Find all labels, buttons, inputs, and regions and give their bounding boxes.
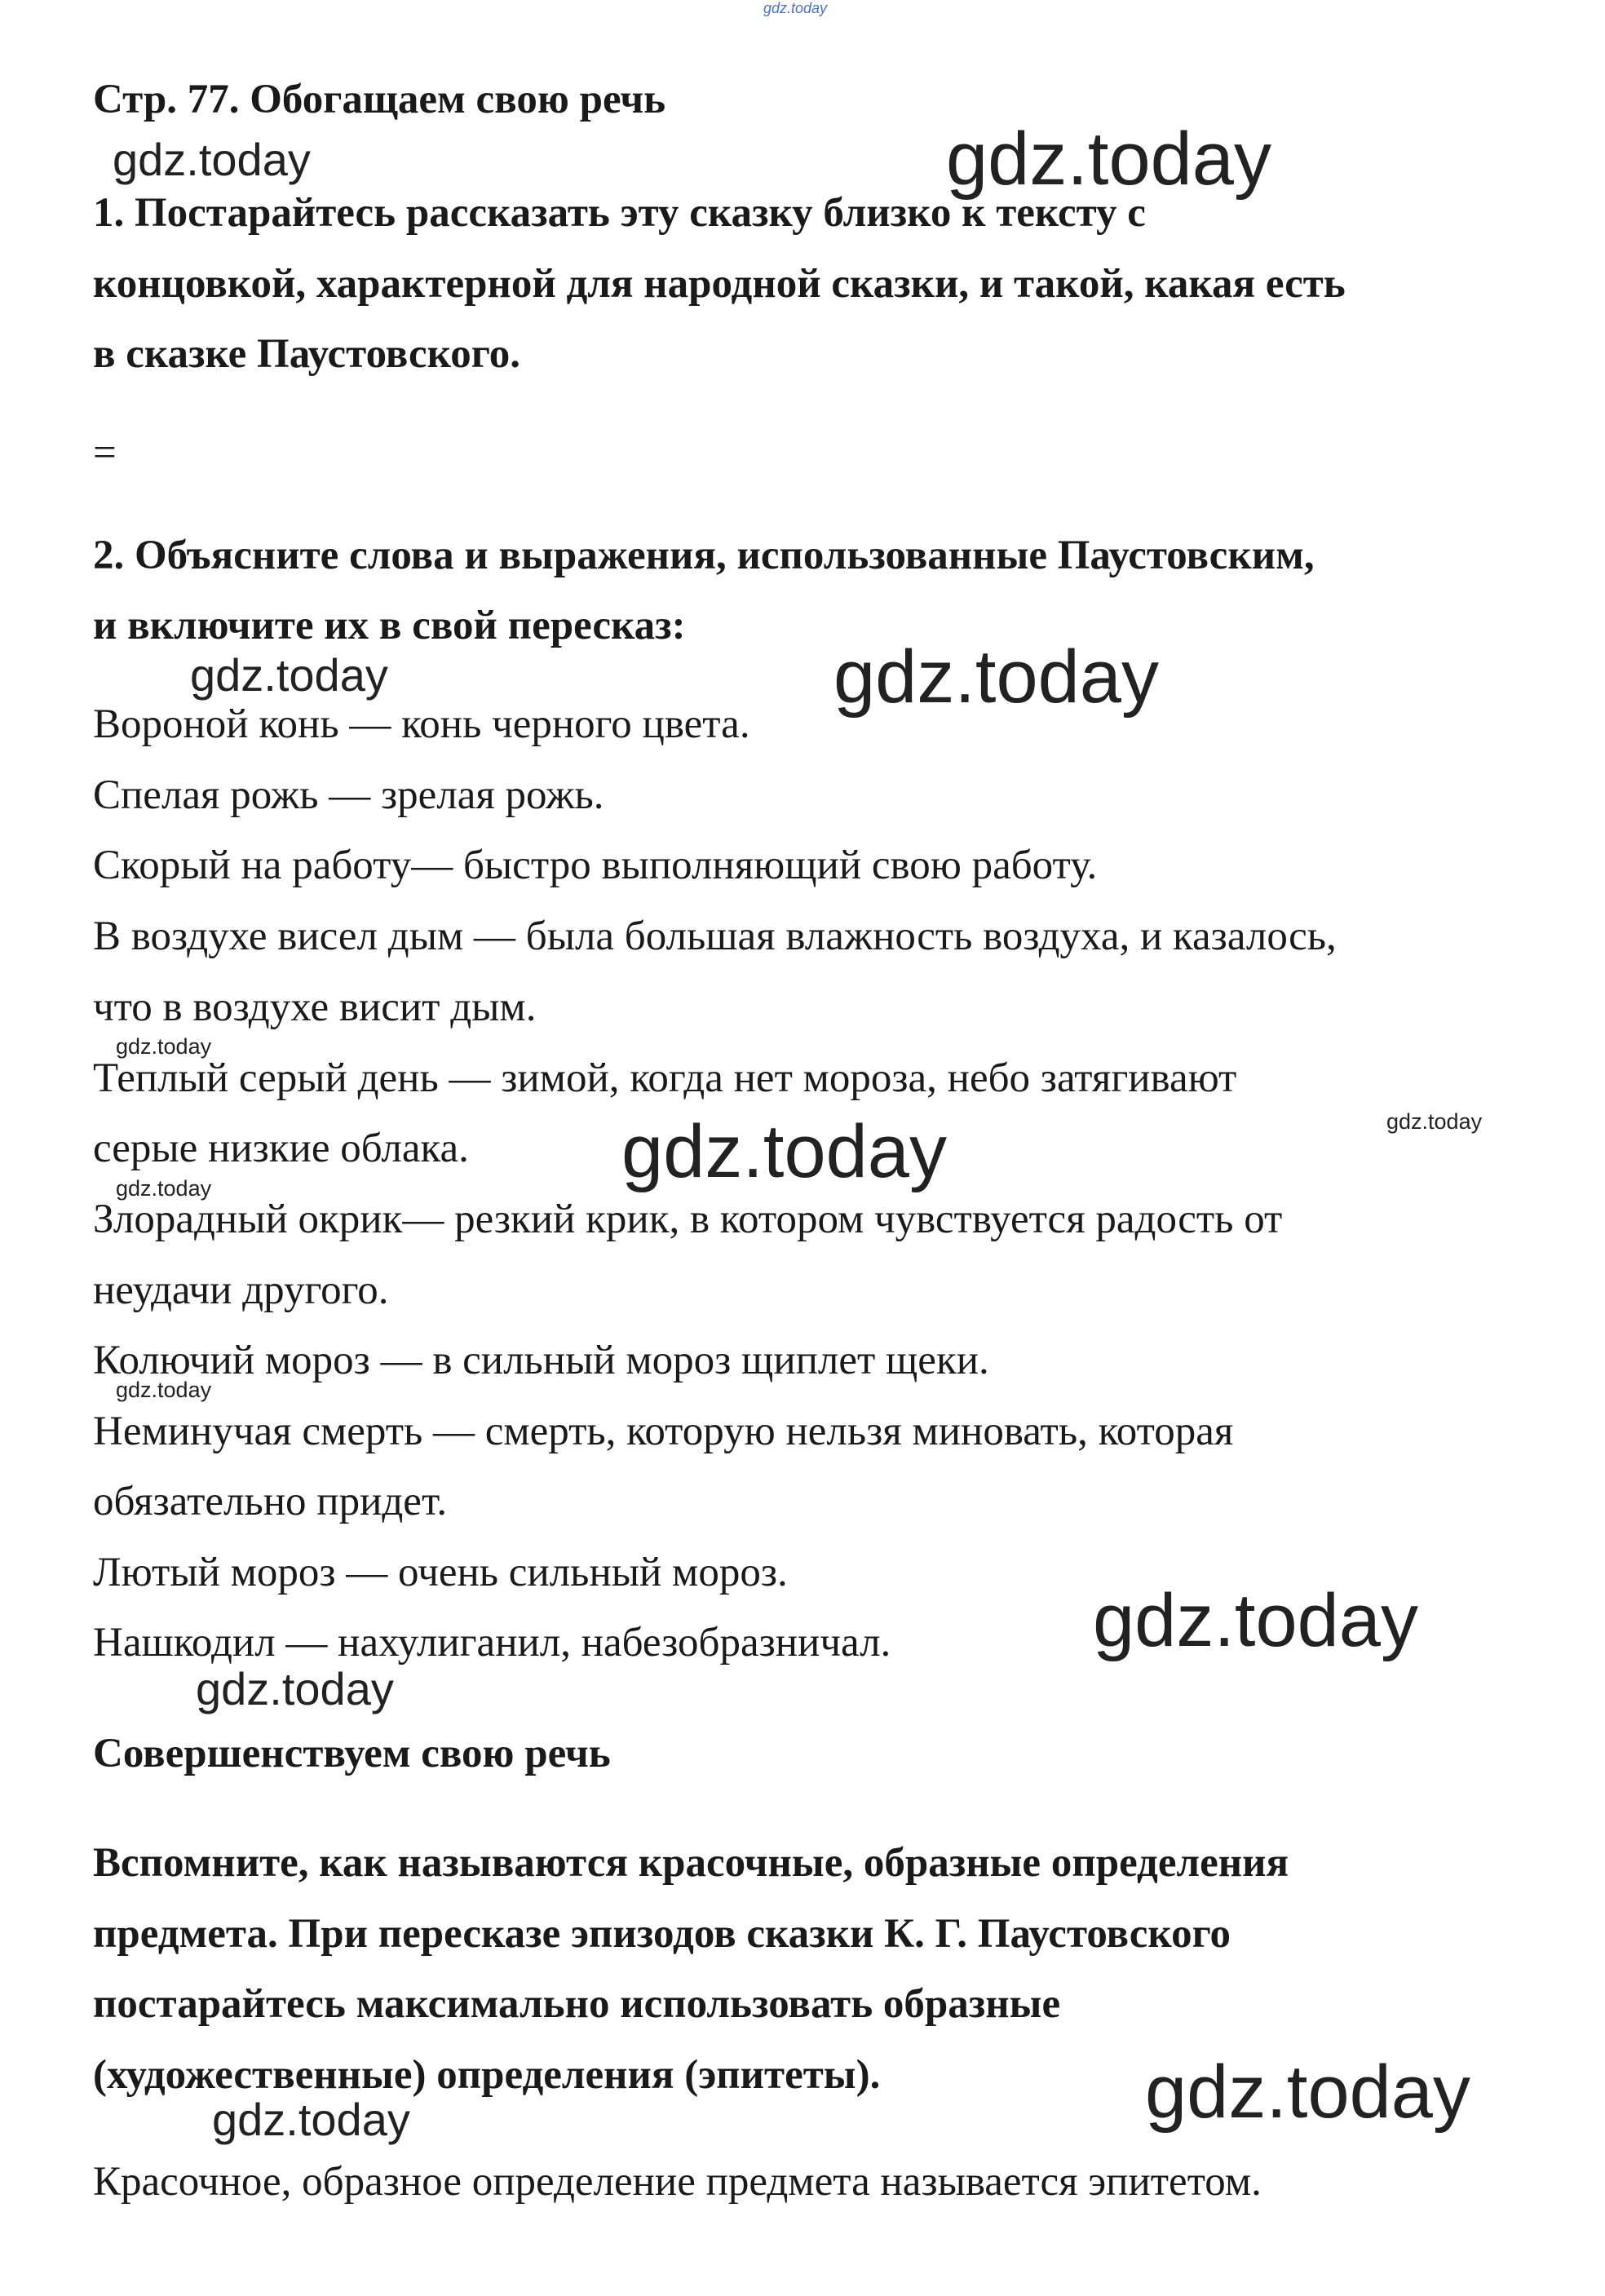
page-heading: Стр. 77. Обогащаем свою речь (93, 77, 666, 122)
watermark: gdz.today (212, 2094, 410, 2145)
answer-line: серые низкие облака. (93, 1126, 469, 1171)
section2-task-line: (художественные) определения (эпитеты). (93, 2052, 881, 2098)
answer-line: Нашкодил — нахулиганил, набезобразничал. (93, 1620, 891, 1666)
answer-line: Злорадный окрик— резкий крик, в котором чувствуется радость от (93, 1197, 1283, 1242)
watermark: gdz.today (833, 635, 1159, 719)
answer-line: Скорый на работу— быстро выполняющий свою работу. (93, 843, 1098, 888)
answer-line: Лютый мороз — очень сильный мороз. (93, 1550, 788, 1595)
watermark: gdz.today (1145, 2050, 1470, 2134)
section2-task-line: постарайтесь максимально использовать образные (93, 1981, 1061, 2027)
answer-line: обязательно придет. (93, 1479, 448, 1524)
watermark: gdz.today (116, 1378, 212, 1402)
answer-line: Вороной конь — конь черного цвета. (93, 701, 750, 747)
task2-line: и включите их в свой пересказ: (93, 603, 686, 648)
answer-line: Спелая рожь — зрелая рожь. (93, 772, 604, 818)
watermark: gdz.today (1093, 1579, 1418, 1662)
watermark: gdz.today (946, 117, 1271, 201)
watermark: gdz.today (1386, 1109, 1483, 1134)
watermark: gdz.today (116, 1034, 212, 1059)
section-title: Совершенствуем свою речь (93, 1731, 611, 1776)
watermark-top: gdz.today (763, 0, 828, 16)
section2-answer: Красочное, образное определение предмета называется эпитетом. (93, 2159, 1262, 2205)
answer-line: что в воздухе висит дым. (93, 984, 537, 1030)
section2-task-line: предмета. При пересказе эпизодов сказки К. Г. Паустовского (93, 1911, 1231, 1957)
section2-task-line: Вспомните, как называются красочные, образные определения (93, 1840, 1289, 1886)
watermark: gdz.today (113, 134, 311, 185)
task2-line: 2. Объясните слова и выражения, использованные Паустовским, (93, 533, 1315, 578)
answer-line: Неминучая смерть — смерть, которую нельзя миновать, которая (93, 1409, 1234, 1454)
answer-line: Теплый серый день — зимой, когда нет мороза, небо затягивают (93, 1055, 1237, 1101)
watermark: gdz.today (621, 1110, 947, 1193)
watermark: gdz.today (116, 1176, 212, 1201)
answer-line: Колючий мороз — в сильный мороз щиплет щеки. (93, 1338, 989, 1383)
watermark: gdz.today (196, 1663, 394, 1714)
task1-line: концовкой, характерной для народной сказки, и такой, какая есть (93, 261, 1346, 307)
task1-answer: = (93, 430, 117, 476)
task1-line: в сказке Паустовского. (93, 331, 520, 377)
answer-line: неудачи другого. (93, 1267, 389, 1313)
task1-line: 1. Постарайтесь рассказать эту сказку близко к тексту с (93, 190, 1146, 236)
watermark: gdz.today (190, 649, 388, 701)
answer-line: В воздухе висел дым — была большая влажность воздуха, и казалось, (93, 914, 1337, 959)
